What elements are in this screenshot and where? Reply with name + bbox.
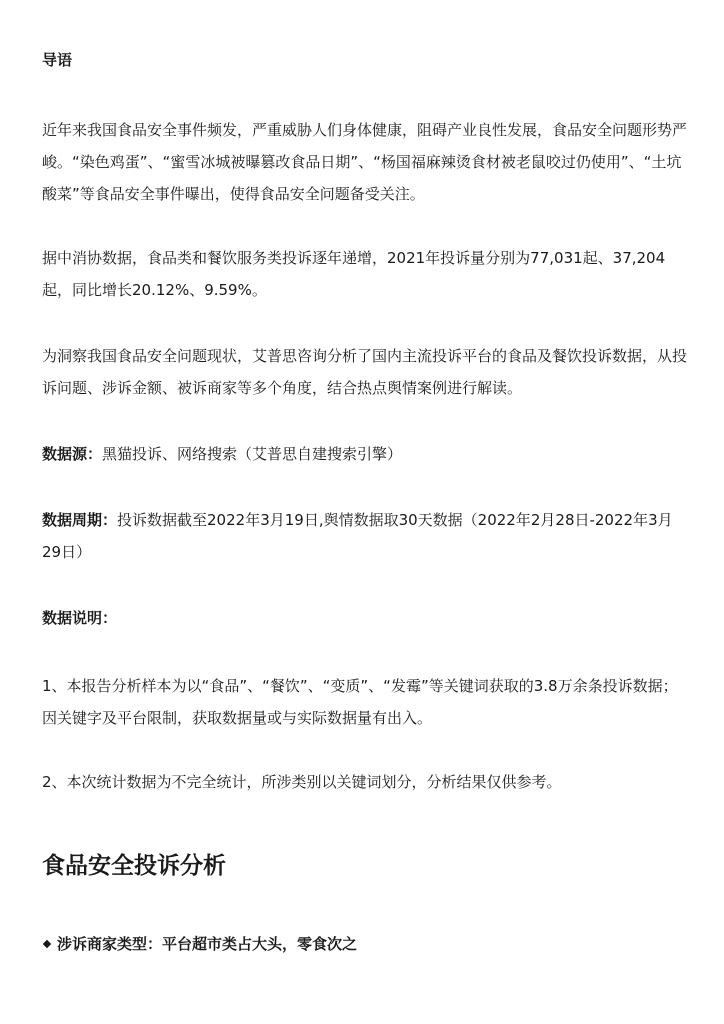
intro-heading: 导语 xyxy=(42,51,73,69)
data-note-1: 1、本报告分析样本为以“食品”、“餐饮”、“变质”、“发霉”等关键词获取的3.8万余条投诉数据；因关键字及平台限制，获取数据量或与实际数据量有出入。 xyxy=(42,677,678,727)
section-subheading xyxy=(42,928,357,960)
diamond-bullet-icon xyxy=(43,939,51,947)
data-notes-label: 数据说明： xyxy=(42,609,118,627)
data-period-text: 投诉数据截至2022年3月19日,舆情数据取30天数据（2022年2月28日-2022年3月29日） xyxy=(42,511,673,561)
data-source-label: 数据源： xyxy=(42,445,103,463)
intro-paragraph-2: 据中消协数据，食品类和餐饮服务类投诉逐年递增，2021年投诉量分别为77,031起、37,204起，同比增长20.12%、9.59%。 xyxy=(42,249,666,299)
section-title: 食品安全投诉分析 xyxy=(42,853,226,879)
data-source-text: 黑猫投诉、网络搜索（艾普思自建搜索引擎） xyxy=(102,445,403,463)
data-source-line xyxy=(42,438,687,470)
intro-paragraph-3: 为洞察我国食品安全问题现状，艾普思咨询分析了国内主流投诉平台的食品及餐饮投诉数据，从投诉问题、涉诉金额、被诉商家等多个角度，结合热点舆情案例进行解读。 xyxy=(42,347,688,397)
data-period-line xyxy=(42,504,687,568)
data-note-2: 2、本次统计数据为不完全统计，所涉类别以关键词划分，分析结果仅供参考。 xyxy=(42,773,562,791)
section-subheading-text: 涉诉商家类型：平台超市类占大头，零食次之 xyxy=(57,935,358,953)
data-period-label: 数据周期： xyxy=(42,511,118,529)
intro-paragraph-1: 近年来我国食品安全事件频发，严重威胁人们身体健康，阻碍产业良性发展，食品安全问题形势严峻。“染色鸡蛋”、“蜜雪冰城被曝篡改食品日期”、“杨国福麻辣烫食材被老鼠咬过仍使用”、“土坑酸菜”等食品安全事件曝出，使得食品安全问题备受关注。 xyxy=(42,121,688,203)
